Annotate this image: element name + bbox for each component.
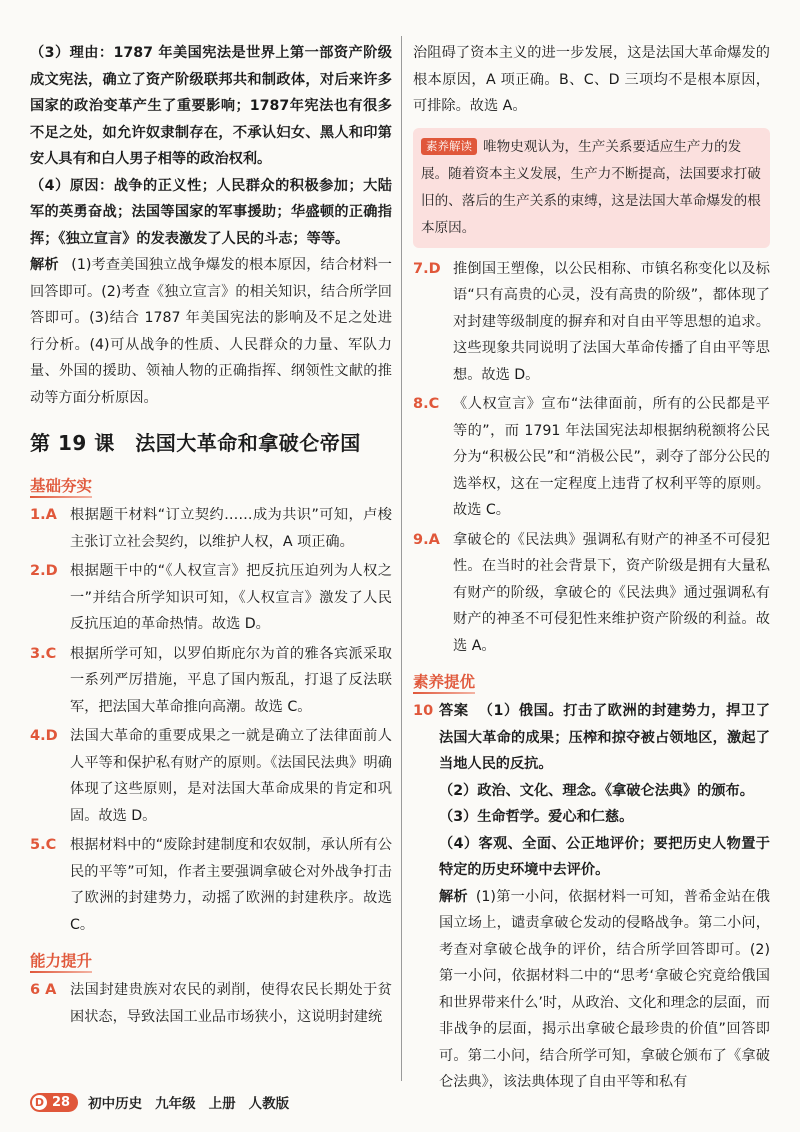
q10-answer-2: （2）政治、文化、理念。《拿破仑法典》的颁布。 [439,782,754,799]
answer-item-2 [30,558,392,638]
callout-text: 唯物史观认为，生产关系要适应生产力的发展。随着资本主义发展，生产力不断提高，法国要求打破旧的、落后的生产关系的束缚，这是法国大革命爆发的根本原因。 [421,138,761,236]
answer-item-4 [30,723,392,829]
q10-analysis: 解析 (1)第一小问，依据材料一可知，普希金站在俄国立场上，谴责拿破仑发动的侵略战争。第二小问，考查对拿破仑战争的评价，结合所学回答即可。(2)第一小问，依据材料二中的“思考‘拿破仑究竟给俄国和世界带来什么’时，从政治、文化和理念的层面，而非战争的层面，揭示出拿破仑最珍贵的价值”回答即可。第二小问，结合所学可知，拿破仑颁布了《拿破仑法典》，该法典体现了自由平等和私有 [439,888,770,1090]
item-number: 4.D [30,728,58,744]
footer-volume: 上册 [208,1096,236,1112]
item-text: 拿破仑的《民法典》强调私有财产的神圣不可侵犯性。在当时的社会背景下，资产阶级是拥有大量私有财产的阶级，拿破仑的《民法典》通过强调私有财产的神圣不可侵犯性来维护资产阶级的利益。故选 A。 [453,531,770,654]
left-column [30,40,392,1033]
answer-item-5 [30,832,392,938]
page-number: 28 [52,1094,71,1110]
item-text: 根据题干中的“《人权宣言》把反抗压迫列为人权之一”并结合所学知识可知，《人权宣言》激发了人民反抗压迫的革命热情。故选 D。 [70,563,392,632]
q10-answer-1: 答案 （1）俄国。打击了欧洲的封建势力，捍卫了法国大革命的成果；压榨和掠夺被占领地区，激起了当地人民的反抗。 [439,703,770,772]
answer-item-6 [30,977,392,1030]
q10-answer-4: （4）客观、全面、公正地评价；要把历史人物置于特定的历史环境中去评价。 [439,835,770,878]
answer-item-3 [30,641,392,721]
item-number: 9.A [413,531,440,548]
item-number: 6 A [30,982,57,998]
q10-answer-3: （3）生命哲学。爱心和仁慈。 [439,809,634,825]
section-heading-ability: 能力提升 [30,949,92,971]
q4-answer: （4）原因：战争的正义性；人民群众的积极参加；大陆军的英勇奋战；法国等国家的军事援助；华盛顿的正确指挥；《独立宣言》的发表激发了人民的斗志；等等。 [30,177,392,247]
item-number: 8.C [413,396,440,412]
brand-d-icon: D [32,1095,47,1110]
answer-item-7 [413,256,770,389]
item-text: 根据所学可知，以罗伯斯庇尔为首的雅各宾派采取一系列严厉措施，平息了国内叛乱，打退了反法联军，把法国大革命推向高潮。故选 C。 [70,645,392,715]
item-number: 2.D [30,563,58,579]
page-number-badge [30,1093,78,1112]
answer-item-1 [30,502,392,555]
q3-answer: （3）理由：1787 年美国宪法是世界上第一部资产阶级成文宪法，确立了资产阶级联邦共和制政体，对后来许多国家的政治变革产生了重要影响；1787年宪法也有很多不足之处，如允许奴隶制存在，不承认妇女、黑人和印第安人具有和白人男子相等的政治权利。 [30,45,392,167]
page-footer [30,1092,302,1112]
footer-subject: 初中历史 [88,1096,143,1112]
item-text: 根据题干材料“订立契约……成为共识”可知，卢梭主张订立社会契约，以维护人权，A 项正确。 [70,507,392,550]
item-number: 5.C [30,837,57,853]
item-text: 法国封建贵族对农民的剥削，使得农民长期处于贫困状态，导致法国工业品市场狭小，这说明封建统 [70,982,392,1025]
callout-badge: 素养解读 [421,138,477,155]
analysis-label: 解析 [30,257,59,273]
section-heading-basic: 基础夯实 [30,474,92,496]
item-10-body [439,698,770,1096]
answer-item-9 [413,527,770,660]
analysis-text: (1)考查美国独立战争爆发的根本原因，结合材料一回答即可。(2)考查《独立宣言》的相关知识，结合所学回答即可。(3)结合 1787 年美国宪法的影响及不足之处进行分析。(4)可从战争的性质、人民群众的力量、军队力量、外国的援助、领袖人物的正确指挥、纲领性文献的推动等方面分析原因。 [30,257,392,406]
lesson-title: 第 19 课 法国大革命和拿破仑帝国 [30,431,361,455]
item-text: 推倒国王塑像，以公民相称、市镇名称变化以及标语“只有高贵的心灵，没有高贵的阶级”，都体现了对封建等级制度的摒弃和对自由平等思想的追求。这些现象共同说明了法国大革命传播了自由平等思想。故选 D。 [453,260,770,383]
literacy-note-callout [413,128,770,248]
footer-grade: 九年级 [155,1096,196,1112]
item-number: 1.A [30,507,57,523]
answer-item-10 [413,698,770,1096]
section-heading-literacy: 素养提优 [413,670,475,692]
item-number: 10 [413,703,434,719]
item-number: 3.C [30,645,57,662]
item-text: 法国大革命的重要成果之一就是确立了法律面前人人平等和保护私有财产的原则。《法国民法典》明确体现了这些原则，是对法国大革命成果的肯定和巩固。故选 D。 [70,728,392,824]
footer-edition: 人教版 [248,1096,290,1112]
right-column [413,40,770,1099]
analysis-paragraph [30,252,392,411]
answer-item-8 [413,391,770,524]
item-text: 《人权宣言》宣布“法律面前，所有的公民都是平等的”，而 1791 年法国宪法却根据纳税额将公民分为“积极公民”和“消极公民”，剥夺了部分公民的选举权，这在一定程度上违背了权利平等的原则。故选 C。 [453,396,770,518]
item6-continued: 治阻碍了资本主义的进一步发展，这是法国大革命爆发的根本原因，A 项正确。B、C、D 三项均不是根本原因，可排除。故选 A。 [413,45,770,114]
column-divider [401,36,402,1081]
item-text: 根据材料中的“废除封建制度和农奴制，承认所有公民的平等”可知，作者主要强调拿破仑对外战争打击了欧洲的封建势力，动摇了欧洲的封建秩序。故选 C。 [70,837,392,933]
item-number: 7.D [413,260,441,277]
